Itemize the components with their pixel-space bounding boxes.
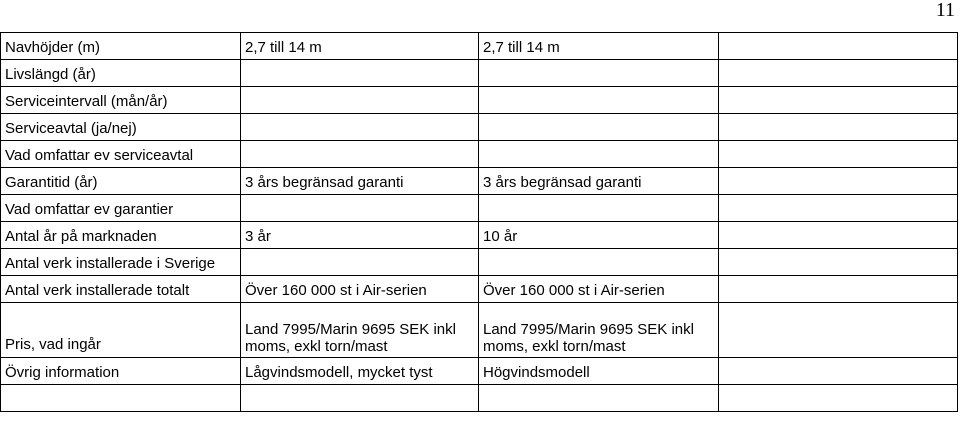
row-label: Antal verk installerade i Sverige	[1, 249, 241, 276]
cell-model-a: Lågvindsmodell, mycket tyst	[241, 358, 479, 385]
row-label: Pris, vad ingår	[1, 303, 241, 358]
table-row	[1, 87, 958, 114]
cell-model-b	[479, 249, 719, 276]
cell-model-a: Över 160 000 st i Air-serien	[241, 276, 479, 303]
cell-model-b	[479, 195, 719, 222]
cell-model-b: Över 160 000 st i Air-serien	[479, 276, 719, 303]
cell-model-b	[479, 141, 719, 168]
cell-model-a: 3 års begränsad garanti	[241, 168, 479, 195]
page-number: 11	[935, 0, 955, 21]
cell-model-a: Land 7995/Marin 9695 SEK inkl moms, exkl torn/mast	[241, 303, 479, 358]
cell-empty	[719, 222, 958, 249]
cell-model-a: 3 år	[241, 222, 479, 249]
cell-empty	[719, 249, 958, 276]
cell-model-b: Land 7995/Marin 9695 SEK inkl moms, exkl torn/mast	[479, 303, 719, 358]
table-row	[1, 195, 958, 222]
cell-model-a	[241, 60, 479, 87]
table-row	[1, 276, 958, 303]
table-row	[1, 114, 958, 141]
cell-model-b: 10 år	[479, 222, 719, 249]
table-row	[1, 303, 958, 358]
cell-empty	[719, 168, 958, 195]
cell-model-b: 2,7 till 14 m	[479, 33, 719, 60]
table-row	[1, 60, 958, 87]
row-label: Livslängd (år)	[1, 60, 241, 87]
cell-empty	[719, 276, 958, 303]
row-label: Övrig information	[1, 358, 241, 385]
cell-empty	[719, 358, 958, 385]
cell-empty	[719, 114, 958, 141]
row-label: Vad omfattar ev garantier	[1, 195, 241, 222]
cell-empty	[719, 141, 958, 168]
cell-empty	[719, 60, 958, 87]
table-row	[1, 385, 958, 412]
table-row	[1, 141, 958, 168]
row-label: Navhöjder (m)	[1, 33, 241, 60]
row-label: Antal år på marknaden	[1, 222, 241, 249]
table-row	[1, 358, 958, 385]
cell-model-a: 2,7 till 14 m	[241, 33, 479, 60]
cell-empty	[719, 303, 958, 358]
cell-empty	[719, 33, 958, 60]
cell-empty	[719, 195, 958, 222]
cell-empty	[719, 385, 958, 412]
spec-table	[0, 32, 958, 412]
cell-model-a	[241, 385, 479, 412]
cell-model-b	[479, 385, 719, 412]
row-label	[1, 385, 241, 412]
cell-model-a	[241, 195, 479, 222]
row-label: Antal verk installerade totalt	[1, 276, 241, 303]
cell-model-b: Högvindsmodell	[479, 358, 719, 385]
table-row	[1, 33, 958, 60]
cell-empty	[719, 87, 958, 114]
cell-model-b	[479, 87, 719, 114]
cell-model-b	[479, 114, 719, 141]
row-label: Serviceavtal (ja/nej)	[1, 114, 241, 141]
row-label: Serviceintervall (mån/år)	[1, 87, 241, 114]
cell-model-b: 3 års begränsad garanti	[479, 168, 719, 195]
cell-model-a	[241, 141, 479, 168]
row-label: Garantitid (år)	[1, 168, 241, 195]
cell-model-a	[241, 114, 479, 141]
row-label: Vad omfattar ev serviceavtal	[1, 141, 241, 168]
table-row	[1, 249, 958, 276]
cell-model-b	[479, 60, 719, 87]
cell-model-a	[241, 87, 479, 114]
table-row	[1, 168, 958, 195]
table-row	[1, 222, 958, 249]
cell-model-a	[241, 249, 479, 276]
